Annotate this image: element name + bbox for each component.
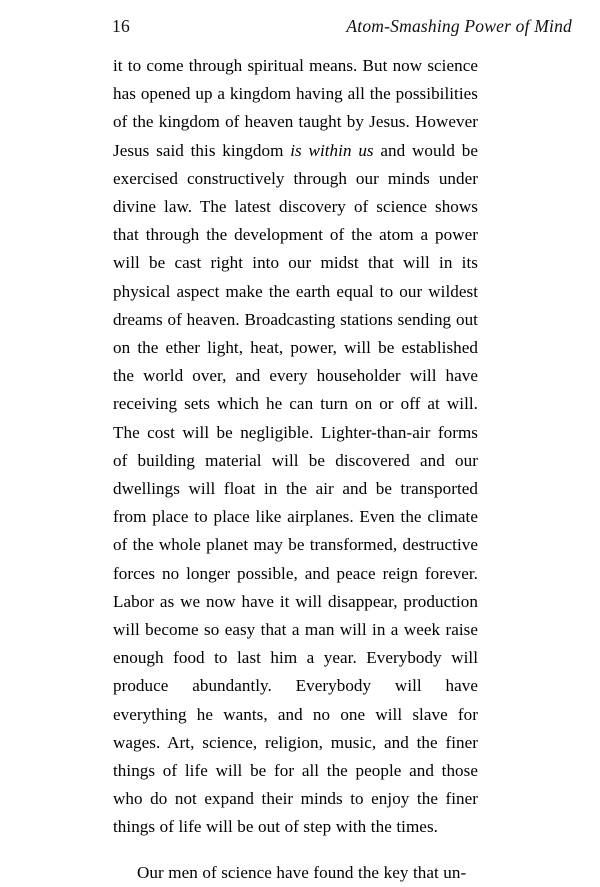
new-paragraph [113, 859, 478, 887]
body-text [113, 52, 478, 887]
page-number: 16 [112, 16, 131, 36]
continued-paragraph [113, 52, 478, 842]
text-run: and would be exercised constructively through our minds under divine law. The latest discovery of science shows that through the development of the atom a power will be cast right into our midst that will in its physical aspect make the earth equal to our wildest dreams of heaven. Broadcasting stations sending out on the ether light, heat, power, will be established the world over, and every householder will have receiving sets which he can turn on or off at will. The cost will be negligible. Lighter-than-air forms of building material will be discovered and our dwellings will float in the air and be transported from place to place like airplanes. Even the climate of the whole planet may be transformed, destructive forces no longer possible, and peace reign forever. Labor as we now have it will disappear, production will become so easy that a man will in a week raise enough food to last him a year. Everybody will produce abundantly. Everybody will have everything he wants, and no one will slave for wages. Art, science, religion, music, and the finer things of life will be for all the people and those who do not expand their minds to enjoy the finer things of life will be out of step with the times. [113, 140, 479, 837]
emphasized-text: is within us [290, 140, 374, 160]
running-head [112, 16, 572, 42]
text-run: Our men of science have found the key that un- [137, 862, 467, 882]
text-run: it to come through spiritual means. But now science has opened up a kingdom having all the possibilities of the kingdom of heaven taught by Jesus. However Jesus said this kingdom [113, 56, 478, 160]
book-title: Atom-Smashing Power of Mind [346, 16, 572, 36]
